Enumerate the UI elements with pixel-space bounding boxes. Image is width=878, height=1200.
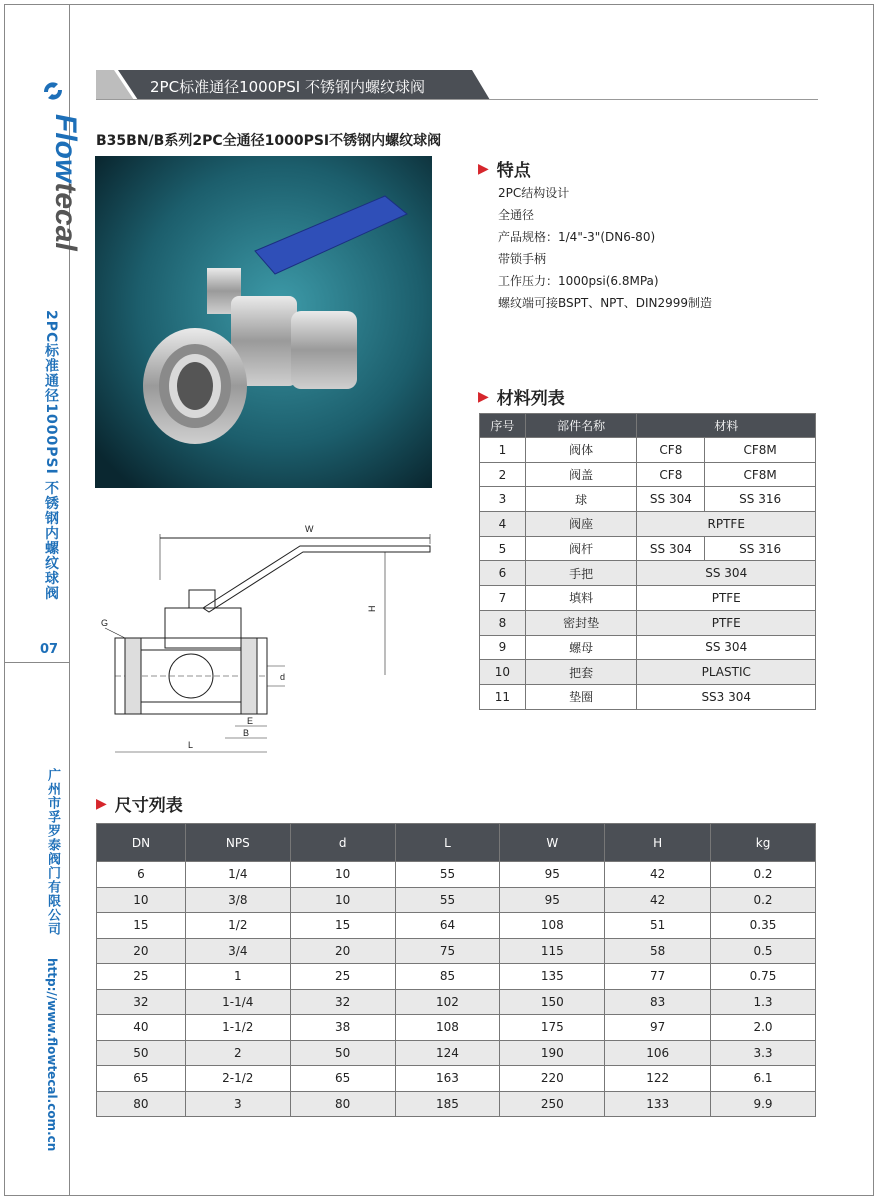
row-number: 3 — [480, 487, 526, 512]
dimension-cell: 95 — [500, 887, 605, 913]
dimension-cell: 1/4 — [185, 862, 290, 888]
materials-header: 部件名称 — [525, 414, 637, 438]
dim-label-l: L — [188, 740, 194, 750]
dimensions-table — [96, 823, 816, 1117]
dimension-cell: 135 — [500, 964, 605, 990]
dimensions-header: NPS — [185, 824, 290, 862]
dim-label-e: E — [247, 716, 254, 726]
table-row — [97, 1040, 816, 1066]
banner-divider — [96, 99, 818, 100]
row-number: 4 — [480, 512, 526, 537]
dimension-cell: 20 — [97, 938, 186, 964]
materials-header: 材料 — [637, 414, 816, 438]
dimension-cell: 58 — [605, 938, 711, 964]
dimensions-header: H — [605, 824, 711, 862]
dimension-cell: 40 — [97, 1015, 186, 1041]
table-row — [97, 1015, 816, 1041]
dimension-cell: 163 — [395, 1066, 500, 1092]
dimension-cell: 6.1 — [711, 1066, 816, 1092]
material: CF8 — [637, 462, 705, 487]
dimension-cell: 77 — [605, 964, 711, 990]
dimension-cell: 2.0 — [711, 1015, 816, 1041]
dimension-cell: 1 — [185, 964, 290, 990]
technical-drawing — [95, 520, 440, 765]
table-row — [480, 438, 816, 463]
material: PTFE — [637, 610, 816, 635]
row-number: 1 — [480, 438, 526, 463]
feature-item: 工作压力：1000psi(6.8MPa) — [498, 274, 659, 288]
part-name: 垫圈 — [525, 684, 637, 709]
material: CF8 — [637, 438, 705, 463]
dimension-cell: 32 — [290, 989, 395, 1015]
table-row — [97, 887, 816, 913]
dimension-cell: 108 — [395, 1015, 500, 1041]
dimension-cell: 20 — [290, 938, 395, 964]
part-name: 阀盖 — [525, 462, 637, 487]
part-name: 阀杆 — [525, 536, 637, 561]
table-row — [480, 660, 816, 685]
dimension-cell: 3.3 — [711, 1040, 816, 1066]
page-number: 07 — [40, 642, 59, 657]
dimensions-header: kg — [711, 824, 816, 862]
dimension-cell: 1.3 — [711, 989, 816, 1015]
dimension-cell: 80 — [290, 1091, 395, 1117]
dimensions-header: W — [500, 824, 605, 862]
dimension-cell: 97 — [605, 1015, 711, 1041]
dimension-cell: 122 — [605, 1066, 711, 1092]
dimension-cell: 65 — [290, 1066, 395, 1092]
dimension-cell: 124 — [395, 1040, 500, 1066]
triangle-marker-icon: ▶ — [478, 160, 489, 177]
dimension-cell: 80 — [97, 1091, 186, 1117]
table-row — [97, 1091, 816, 1117]
table-row — [97, 913, 816, 939]
sidebar-title: 2PC标准通径1000PSI 不锈钢内螺纹球阀 — [43, 310, 59, 601]
flowtecal-logo-icon — [40, 78, 66, 104]
dimension-cell: 1/2 — [185, 913, 290, 939]
row-number: 10 — [480, 660, 526, 685]
dimensions-heading — [96, 791, 183, 816]
dimension-cell: 85 — [395, 964, 500, 990]
dimensions-heading-text: 尺寸列表 — [114, 796, 183, 816]
material: SS 304 — [637, 536, 705, 561]
material: CF8M — [705, 438, 816, 463]
dimension-cell: 0.2 — [711, 862, 816, 888]
table-row — [480, 635, 816, 660]
dimension-cell: 1-1/2 — [185, 1015, 290, 1041]
table-row — [97, 862, 816, 888]
dimension-cell: 115 — [500, 938, 605, 964]
dimension-cell: 25 — [290, 964, 395, 990]
dimension-cell: 3/8 — [185, 887, 290, 913]
dimensions-header: DN — [97, 824, 186, 862]
dimension-cell: 0.2 — [711, 887, 816, 913]
dimension-cell: 83 — [605, 989, 711, 1015]
table-row — [480, 684, 816, 709]
dimension-cell: 50 — [97, 1040, 186, 1066]
material: PTFE — [637, 586, 816, 611]
row-number: 5 — [480, 536, 526, 561]
triangle-marker-icon: ▶ — [478, 388, 489, 405]
row-number: 6 — [480, 561, 526, 586]
dimension-cell: 55 — [395, 887, 500, 913]
row-number: 8 — [480, 610, 526, 635]
dimensions-header: L — [395, 824, 500, 862]
dimension-cell: 250 — [500, 1091, 605, 1117]
product-title: B35BN/B系列2PC全通径1000PSI不锈钢内螺纹球阀 — [96, 133, 442, 149]
row-number: 11 — [480, 684, 526, 709]
material: RPTFE — [637, 512, 816, 537]
dimension-cell: 32 — [97, 989, 186, 1015]
part-name: 把套 — [525, 660, 637, 685]
feature-item: 产品规格：1/4"-3"(DN6-80) — [498, 230, 656, 244]
part-name: 球 — [525, 487, 637, 512]
dimension-cell: 2 — [185, 1040, 290, 1066]
part-name: 阀座 — [525, 512, 637, 537]
dimension-cell: 102 — [395, 989, 500, 1015]
feature-item: 2PC结构设计 — [498, 186, 570, 200]
materials-table — [479, 413, 816, 710]
part-name: 手把 — [525, 561, 637, 586]
dimensions-header: d — [290, 824, 395, 862]
table-row — [480, 487, 816, 512]
dimension-cell: 106 — [605, 1040, 711, 1066]
dimension-cell: 9.9 — [711, 1091, 816, 1117]
dimension-cell: 3/4 — [185, 938, 290, 964]
table-row — [97, 989, 816, 1015]
row-number: 2 — [480, 462, 526, 487]
table-row — [97, 964, 816, 990]
table-row — [480, 512, 816, 537]
dimension-cell: 6 — [97, 862, 186, 888]
dimension-cell: 95 — [500, 862, 605, 888]
dimension-cell: 0.35 — [711, 913, 816, 939]
material: SS 304 — [637, 487, 705, 512]
material: CF8M — [705, 462, 816, 487]
features-list — [498, 182, 712, 314]
dimension-cell: 42 — [605, 862, 711, 888]
sidebar-divider — [4, 662, 70, 663]
product-photo — [95, 156, 432, 488]
dimension-cell: 50 — [290, 1040, 395, 1066]
svg-text:Flowtecal: Flowtecal — [49, 114, 82, 251]
dimension-cell: 1-1/4 — [185, 989, 290, 1015]
dimension-cell: 150 — [500, 989, 605, 1015]
sidebar-company: 广州市孚罗泰阀门有限公司 — [45, 768, 60, 936]
features-heading-text: 特点 — [496, 161, 531, 181]
dimension-cell: 185 — [395, 1091, 500, 1117]
brand-logo — [12, 110, 82, 251]
table-row — [97, 1066, 816, 1092]
table-row — [97, 938, 816, 964]
material: SS 304 — [637, 561, 816, 586]
dimension-cell: 133 — [605, 1091, 711, 1117]
dim-label-g: G — [101, 618, 109, 628]
part-name: 螺母 — [525, 635, 637, 660]
dimension-cell: 220 — [500, 1066, 605, 1092]
materials-heading-text: 材料列表 — [496, 389, 565, 409]
materials-heading — [478, 384, 565, 409]
dimension-cell: 0.5 — [711, 938, 816, 964]
dim-label-w: W — [305, 524, 314, 534]
dimension-cell: 64 — [395, 913, 500, 939]
materials-header: 序号 — [480, 414, 526, 438]
dimension-cell: 65 — [97, 1066, 186, 1092]
dimension-cell: 2-1/2 — [185, 1066, 290, 1092]
material: SS 316 — [705, 487, 816, 512]
part-name: 阀体 — [525, 438, 637, 463]
dim-label-b: B — [243, 728, 250, 738]
row-number: 9 — [480, 635, 526, 660]
material: PLASTIC — [637, 660, 816, 685]
dimension-cell: 75 — [395, 938, 500, 964]
features-heading — [478, 156, 531, 181]
dimension-cell: 108 — [500, 913, 605, 939]
part-name: 密封垫 — [525, 610, 637, 635]
dimension-cell: 15 — [290, 913, 395, 939]
dim-label-h: H — [367, 605, 377, 612]
dimension-cell: 10 — [290, 862, 395, 888]
dimension-cell: 38 — [290, 1015, 395, 1041]
table-row — [480, 561, 816, 586]
part-name: 填料 — [525, 586, 637, 611]
dimension-cell: 25 — [97, 964, 186, 990]
table-row — [480, 610, 816, 635]
dimension-cell: 3 — [185, 1091, 290, 1117]
banner-title: 2PC标准通径1000PSI 不锈钢内螺纹球阀 — [150, 78, 425, 96]
material: SS 316 — [705, 536, 816, 561]
dimension-cell: 55 — [395, 862, 500, 888]
feature-item: 全通径 — [498, 208, 535, 222]
feature-item: 螺纹端可接BSPT、NPT、DIN2999制造 — [498, 296, 713, 310]
dimension-cell: 15 — [97, 913, 186, 939]
dimension-cell: 10 — [290, 887, 395, 913]
feature-item: 带锁手柄 — [498, 252, 547, 266]
material: SS 304 — [637, 635, 816, 660]
table-row — [480, 536, 816, 561]
dimension-cell: 51 — [605, 913, 711, 939]
dimension-cell: 175 — [500, 1015, 605, 1041]
material: SS3 304 — [637, 684, 816, 709]
sidebar-url: http://www.flowtecal.com.cn — [45, 958, 59, 1152]
triangle-marker-icon: ▶ — [96, 795, 107, 812]
dim-label-d: d — [280, 672, 286, 682]
dimension-cell: 42 — [605, 887, 711, 913]
dimension-cell: 10 — [97, 887, 186, 913]
row-number: 7 — [480, 586, 526, 611]
dimension-cell: 0.75 — [711, 964, 816, 990]
table-row — [480, 462, 816, 487]
dimension-cell: 190 — [500, 1040, 605, 1066]
table-row — [480, 586, 816, 611]
